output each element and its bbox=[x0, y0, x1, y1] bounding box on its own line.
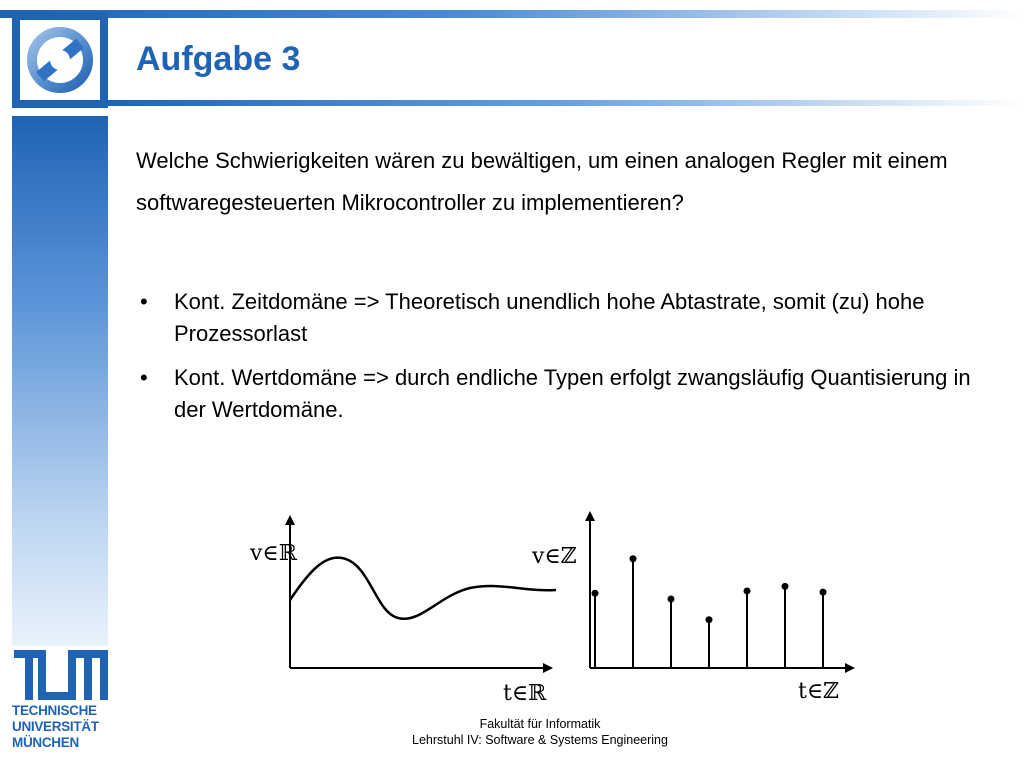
discrete-y-label: v∈ℤ bbox=[532, 544, 577, 569]
page-title: Aufgabe 3 bbox=[136, 40, 301, 78]
continuous-signal-diagram bbox=[249, 520, 556, 706]
tum-logo-icon bbox=[14, 650, 108, 706]
sample-point bbox=[630, 555, 637, 562]
continuous-signal-curve bbox=[290, 558, 556, 619]
footer-chair: Lehrstuhl IV: Software & Systems Engineering bbox=[412, 733, 668, 747]
sample-point bbox=[668, 596, 675, 603]
discrete-signal-diagram bbox=[531, 516, 850, 704]
sample-point bbox=[782, 583, 789, 590]
tum-wordmark bbox=[12, 703, 112, 751]
bullet-text: Kont. Wertdomäne => durch endliche Typen erfolgt zwangsläufig Quantisierung in der Wertdomäne. bbox=[174, 365, 971, 422]
continuous-x-label: t∈ℝ bbox=[503, 681, 547, 706]
sample-point bbox=[592, 590, 599, 597]
bullet-text: Kont. Zeitdomäne => Theoretisch unendlich hohe Abtastrate, somit (zu) hohe Prozessorlast bbox=[174, 289, 925, 346]
bullet-symbol: • bbox=[140, 365, 148, 390]
tum-line: UNIVERSITÄT bbox=[12, 719, 99, 734]
continuous-y-label: v∈ℝ bbox=[250, 541, 297, 566]
sample-point bbox=[706, 616, 713, 623]
question-text: Welche Schwierigkeiten wären zu bewältigen, um einen analogen Regler mit einem softwaregesteuerten Mikrocontroller zu implementieren? bbox=[136, 148, 948, 215]
discrete-samples bbox=[592, 555, 827, 668]
discrete-x-label: t∈ℤ bbox=[798, 679, 840, 704]
tum-line: MÜNCHEN bbox=[12, 735, 79, 750]
footer-faculty: Fakultät für Informatik bbox=[479, 717, 601, 731]
sample-point bbox=[744, 587, 751, 594]
footer bbox=[330, 716, 750, 748]
bullet-symbol: • bbox=[140, 289, 148, 314]
sample-point bbox=[820, 589, 827, 596]
tum-line: TECHNISCHE bbox=[12, 703, 97, 718]
